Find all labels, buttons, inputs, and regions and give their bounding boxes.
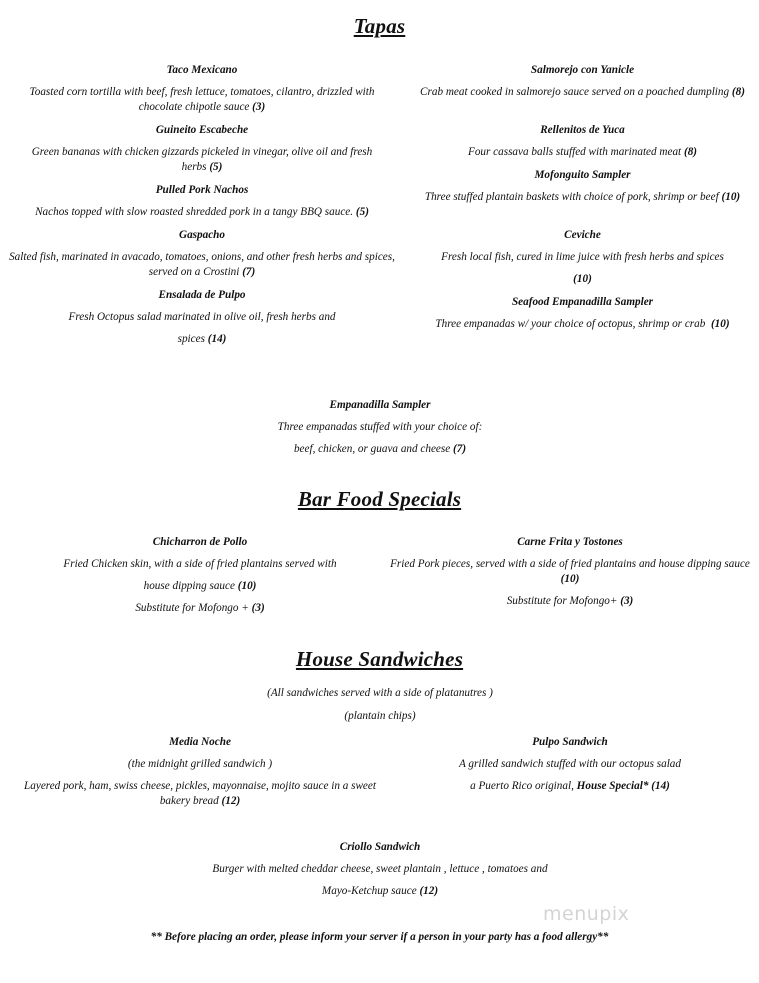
item-substitute: Substitute for Mofongo + [135, 602, 249, 614]
item-special: House Special* [576, 780, 649, 792]
item-name: Empanadilla Sampler [329, 399, 431, 411]
menu-item-salmorejo-con-yanicle [410, 63, 755, 100]
item-price: (10) [721, 191, 741, 203]
item-price: (14) [651, 780, 670, 792]
item-name: Criollo Sandwich [339, 841, 421, 853]
sandwiches-note [180, 686, 580, 724]
item-name: Chicharron de Pollo [152, 536, 248, 548]
menu-item-rellenitos-de-yuca [410, 123, 755, 160]
item-name: Rellenitos de Yuca [540, 124, 625, 136]
item-price: (10) [560, 573, 580, 585]
menu-item-guineito-escabeche [10, 123, 394, 175]
item-price: (10) [710, 318, 730, 330]
item-substitute-price: (3) [620, 595, 634, 607]
item-substitute: Substitute for Mofongo+ [506, 595, 618, 607]
item-desc: Fresh local fish, cured in lime juice with fresh herbs and spices [441, 251, 724, 263]
item-name: Salmorejo con Yanicle [530, 64, 635, 76]
menu-item-pulled-pork-nachos [10, 183, 394, 220]
menu-item-pulpo-sandwich [390, 735, 750, 794]
item-name: Pulled Pork Nachos [155, 184, 249, 196]
item-price: (5) [209, 161, 223, 173]
menu-item-mofonguito-sampler [410, 168, 755, 205]
item-desc-cont: spices [177, 333, 205, 345]
item-desc: Three empanadas stuffed with your choice of: [277, 421, 483, 433]
menu-item-chicharron-de-pollo [20, 535, 380, 616]
sandwiches-heading: House Sandwiches [295, 647, 464, 671]
item-desc: Fresh Octopus salad marinated in olive oil, fresh herbs and [68, 311, 336, 323]
menu-item-ceviche [410, 228, 755, 287]
item-subtitle: (the midnight grilled sandwich ) [127, 758, 273, 770]
item-desc: Fried Pork pieces, served with a side of fried plantains and house dipping sauce [390, 558, 750, 570]
item-desc: Layered pork, ham, swiss cheese, pickles, mayonnaise, mojito sauce in a sweet bakery bread [24, 780, 376, 807]
item-desc: Four cassava balls stuffed with marinated meat [467, 146, 682, 158]
menupix-watermark: menupix [543, 903, 630, 925]
item-name: Ceviche [564, 229, 601, 241]
menu-item-media-noche [15, 735, 385, 809]
menu-item-empanadilla-sampler [180, 398, 580, 457]
item-price: (10) [237, 580, 257, 592]
item-desc: Crab meat cooked in salmorejo sauce served on a poached dumpling [420, 86, 730, 98]
item-price: (7) [453, 443, 467, 455]
item-price: (14) [207, 333, 227, 345]
item-price: (7) [242, 266, 256, 278]
item-price: (10) [573, 273, 592, 285]
item-name: Ensalada de Pulpo [158, 289, 246, 301]
item-price: (8) [683, 146, 698, 158]
item-name: Seafood Empanadilla Sampler [511, 296, 654, 308]
item-desc: Green bananas with chicken gizzards pickeled in vinegar, olive oil and fresh herbs [31, 146, 373, 173]
item-desc-cont: beef, chicken, or guava and cheese [293, 443, 451, 455]
menu-item-criollo-sandwich [160, 840, 600, 899]
item-desc: Fried Chicken skin, with a side of fried plantains served with [63, 558, 337, 570]
item-desc: Toasted corn tortilla with beef, fresh lettuce, tomatoes, cilantro, drizzled with chocolate chipotle sauce [29, 86, 375, 113]
sandwiches-note-line1: (All sandwiches served with a side of platanutres ) [267, 687, 493, 699]
item-price: (5) [355, 206, 369, 218]
item-name: Taco Mexicano [166, 64, 238, 76]
sandwiches-note-line2: (plantain chips) [344, 710, 416, 722]
item-desc: Three stuffed plantain baskets with choice of pork, shrimp or beef [424, 191, 719, 203]
item-name: Mofonguito Sampler [534, 169, 631, 181]
item-name: Pulpo Sandwich [532, 736, 608, 748]
item-name: Gaspacho [179, 229, 225, 241]
item-price: (8) [731, 86, 745, 98]
item-desc-cont: Mayo-Ketchup sauce [321, 885, 417, 897]
item-desc: Nachos topped with slow roasted shredded pork in a tangy BBQ sauce. [35, 206, 354, 218]
item-desc: A grilled sandwich stuffed with our octopus salad [459, 758, 681, 770]
item-desc: Three empanadas w/ your choice of octopus, shrimp or crab [435, 318, 706, 330]
menu-item-ensalada-de-pulpo [10, 288, 394, 347]
menu-item-gaspacho [8, 228, 396, 280]
menu-item-seafood-empanadilla-sampler [410, 295, 755, 332]
item-name: Carne Frita y Tostones [517, 536, 623, 548]
item-name: Guineito Escabeche [155, 124, 249, 136]
item-desc-cont: a Puerto Rico original, [470, 780, 574, 792]
bar-food-heading: Bar Food Specials [297, 487, 462, 511]
item-price: (3) [252, 101, 266, 113]
allergy-footer: ** Before placing an order, please inform your server if a person in your party has a food allergy** [150, 931, 609, 943]
item-desc: Burger with melted cheddar cheese, sweet plantain , lettuce , tomatoes and [212, 863, 548, 875]
tapas-heading: Tapas [353, 14, 406, 38]
item-price: (12) [221, 795, 241, 807]
item-name: Media Noche [169, 736, 231, 748]
item-desc: Salted fish, marinated in avacado, tomatoes, onions, and other fresh herbs and spices, served on a Crostini [9, 251, 395, 278]
menu-item-taco-mexicano [10, 63, 394, 115]
item-price: (12) [419, 885, 439, 897]
item-desc-cont: house dipping sauce [143, 580, 235, 592]
item-substitute-price: (3) [251, 602, 265, 614]
menu-item-carne-frita-y-tostones [388, 535, 752, 609]
